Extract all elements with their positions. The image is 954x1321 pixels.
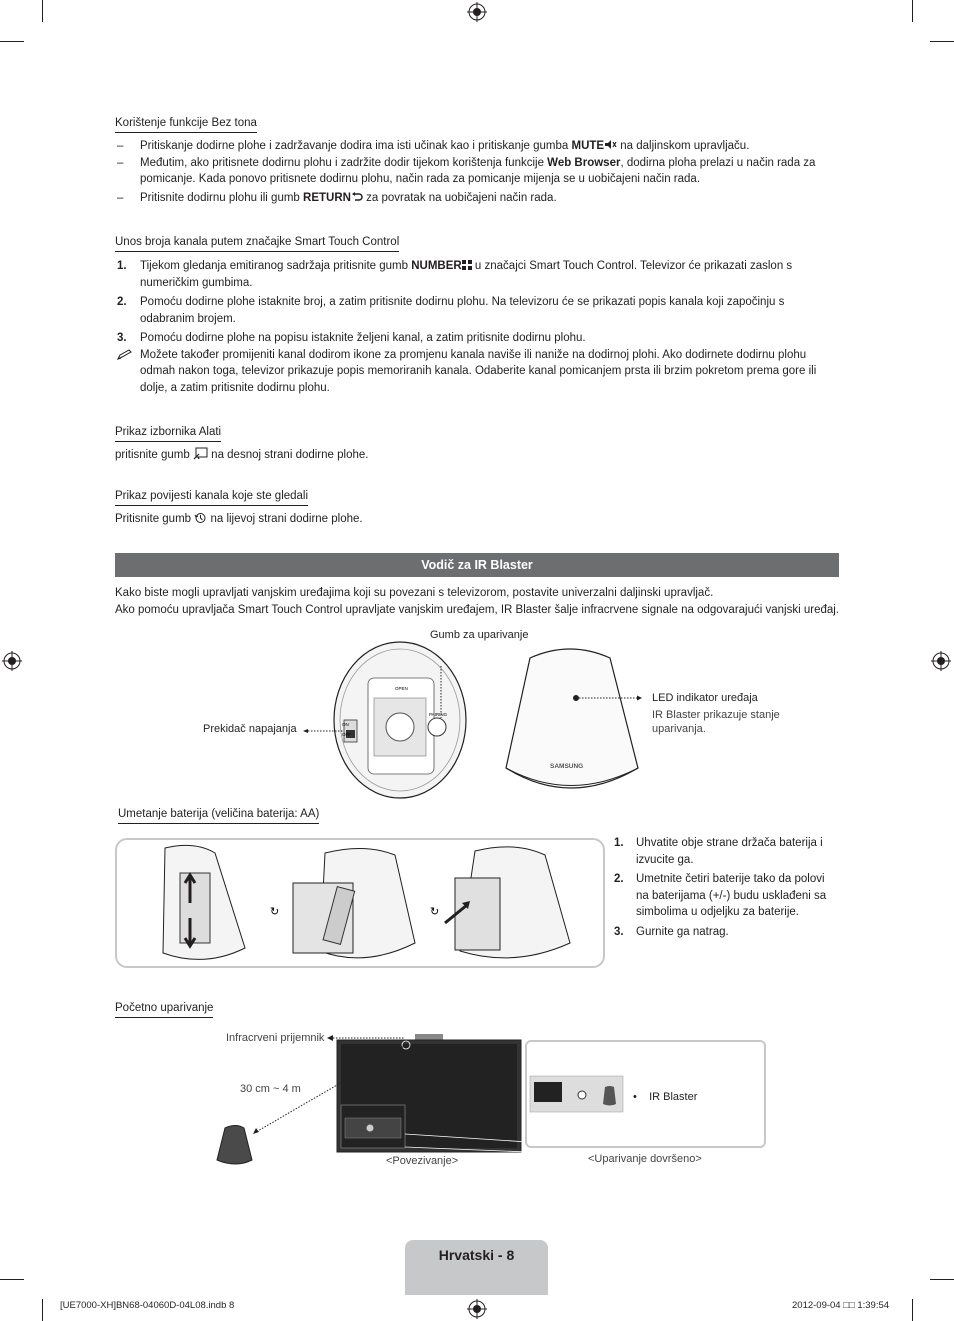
registration-mark-left [2, 651, 22, 671]
history-icon [194, 512, 207, 524]
registration-mark-bottom [467, 1299, 487, 1319]
history-text: Pritisnite gumb na lijevoj strani dodirne plohe. [115, 513, 363, 525]
list-item: 2. Umetnite četiri baterije tako da polovi na baterijama (+/-) budu usklađeni sa simbolima u odjeljku za baterije. [614, 873, 827, 918]
ir-blaster-bullet: • IR Blaster [633, 1091, 698, 1103]
section-title-ir-blaster: Vodič za IR Blaster [115, 553, 839, 577]
battery-step-3-illustration [445, 847, 570, 958]
ir-receiver-label: Infracrveni prijemnik [226, 1032, 325, 1044]
channel-heading: Unos broja kanala putem značajke Smart Touch Control [115, 235, 399, 252]
mute-heading: Korištenje funkcije Bez tona [115, 116, 257, 133]
led-indicator-label: LED indikator uređaja [652, 692, 758, 704]
caption-connecting: <Povezivanje> [386, 1155, 459, 1167]
off-label: OFF [342, 732, 351, 737]
list-item: 3. Pomoću dodirne plohe na popisu istaknite željeni kanal, a zatim pritisnite dodirnu plohu. [117, 332, 586, 344]
mute-list [115, 138, 835, 206]
list-item: – Pritisnite dodirnu plohu ili gumb RETURN za povratak na uobičajeni način rada. [117, 191, 557, 204]
samsung-logo: SAMSUNG [550, 763, 584, 770]
list-item: – Međutim, ako pritisnete dodirnu plohu i zadržite dodir tijekom korištenja funkcije Web Browser, dodirna ploha prelazi u način rada za pomicanje. Kada ponovo pritisnete dodirnu plohu, način rada za pomicanje mijenja se u uobičajeni način rada. [117, 156, 816, 185]
tools-text: pritisnite gumb na desnoj strani dodirne plohe. [115, 449, 369, 461]
svg-text:↻: ↻ [270, 905, 280, 918]
pairing-heading: Početno uparivanje [115, 1001, 213, 1018]
note-item: Možete također promijeniti kanal dodirom ikone za promjenu kanala naviše ili naniže na dodirnoj plohi. Ako dodirnete dodirnu plohu odmah nakon toga, televizor prikazuje popis memoriranih kanala. Odaberite kanal pomicanjem prsta ili brzim pokretom prema gore ili dolje, a zatim pritisnite dodirnu plohu. [115, 347, 835, 397]
led-indicator-description: IR Blaster prikazuje stanje uparivanja. [652, 709, 780, 735]
tools-icon [193, 447, 208, 460]
battery-illustrations [125, 843, 595, 963]
distance-label: 30 cm ~ 4 m [240, 1083, 301, 1095]
footer-file-info: [UE7000-XH]BN68-04060D-04L08.indb 8 [60, 1300, 235, 1311]
list-item: – Pritiskanje dodirne plohe i zadržavanje dodira ima isti učinak kao i pritiskanje gumba MUTE na daljinskom upravljaču. [117, 140, 750, 152]
registration-mark-top [467, 2, 487, 22]
history-heading: Prikaz povijesti kanala koje ste gledali [115, 489, 308, 506]
power-switch-label: Prekidač napajanja [203, 723, 297, 735]
note-pencil-icon [117, 349, 133, 361]
svg-text:↻: ↻ [430, 905, 440, 918]
return-icon [351, 191, 363, 202]
on-label: ON [342, 722, 349, 727]
battery-steps [612, 835, 827, 943]
open-label: OPEN [395, 686, 408, 691]
registration-mark-right [931, 651, 951, 671]
list-item: 1. Tijekom gledanja emitiranog sadržaja pritisnite gumb NUMBER u značajci Smart Touch Control. Televizor će prikazati zaslon s numeričkim gumbima. [117, 260, 793, 289]
footer-timestamp: 2012-09-04 □□ 1:39:54 [792, 1300, 890, 1311]
ir-intro: Kako biste mogli upravljati vanjskim uređajima koji su povezani s televizorom, postavite univerzalni daljinski upravljač. Ako pomoću upravljača Smart Touch Control upravljate vanjskim uređajem, IR Blaster šalje infracrvene signale na odgovarajući vanjski uređaj. [115, 587, 840, 616]
tools-heading: Prikaz izbornika Alati [115, 425, 221, 442]
battery-heading: Umetanje baterija (veličina baterija: AA) [118, 807, 319, 824]
channel-list [115, 258, 835, 396]
number-grid-icon [462, 260, 472, 270]
caption-pairing-complete: <Uparivanje dovršeno> [588, 1153, 702, 1165]
battery-step-1-illustration [163, 845, 245, 959]
pairing-label: PAIRING [429, 712, 448, 717]
mute-icon [604, 139, 617, 150]
page-number-tab: Hrvatski - 8 [405, 1240, 548, 1295]
pair-button-label: Gumb za uparivanje [430, 629, 529, 641]
list-item: 1. Uhvatite obje strane držača baterija i izvucite ga. [614, 837, 823, 866]
ir-blaster-diagram [300, 638, 650, 803]
list-item: 3. Gurnite ga natrag. [614, 925, 729, 938]
list-item: 2. Pomoću dodirne plohe istaknite broj, a zatim pritisnite dodirnu plohu. Na televizoru će se prikazati popis kanala koji započinju s odabranim brojem. [117, 296, 785, 325]
battery-step-2-illustration [293, 848, 415, 957]
